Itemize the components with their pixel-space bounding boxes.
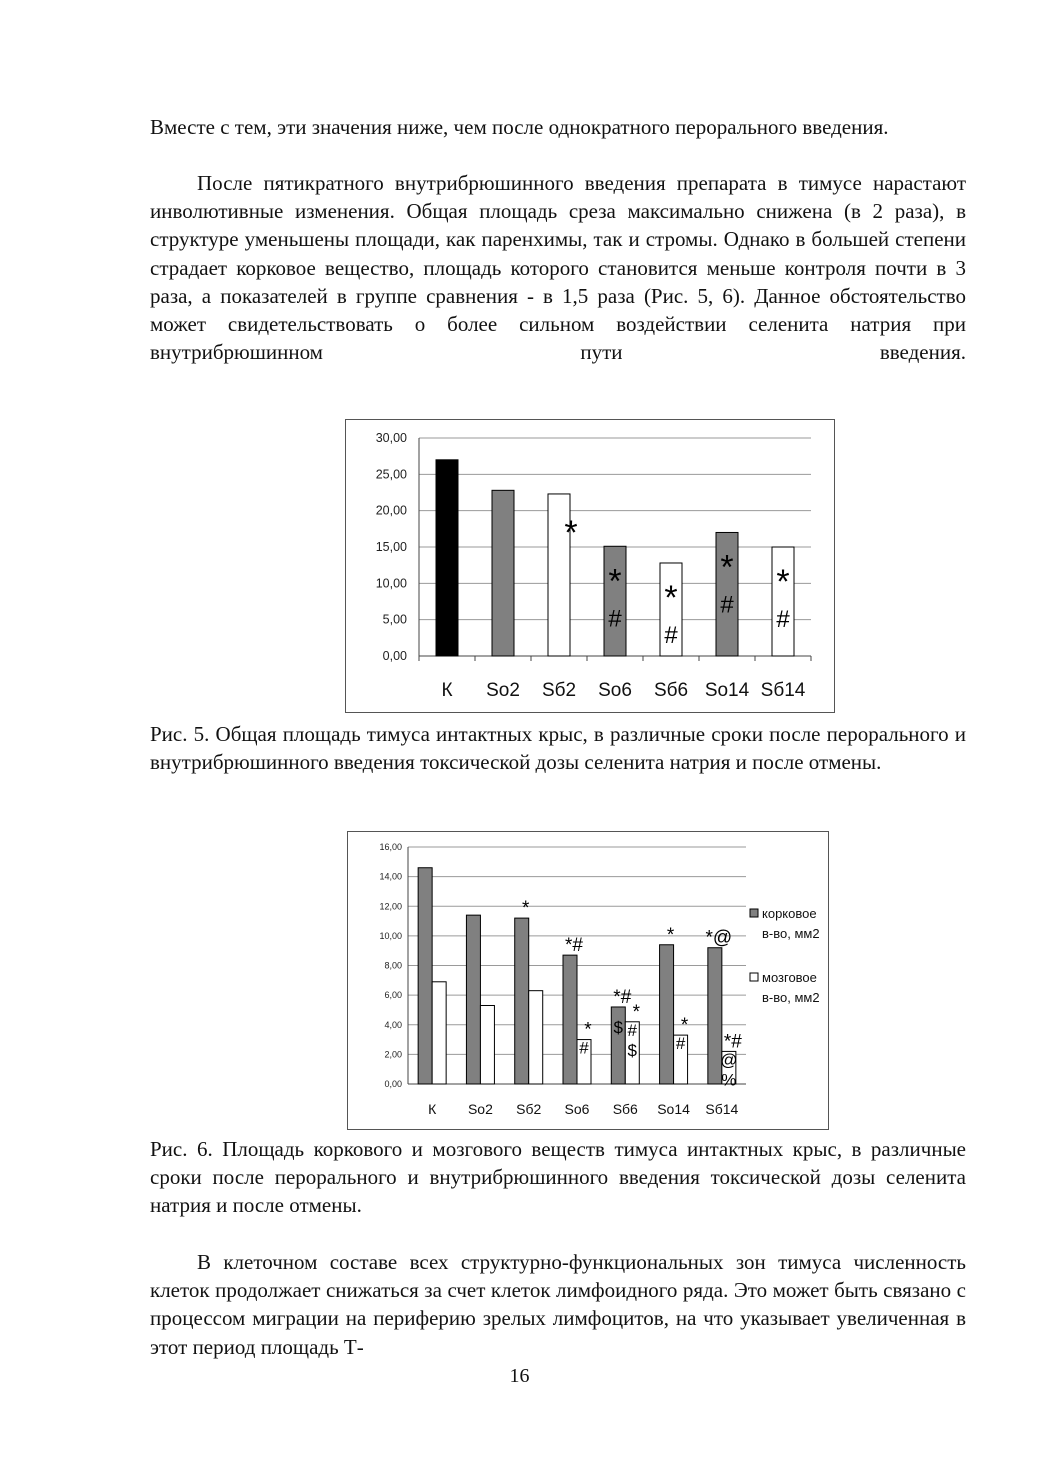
- marker-asterisk: *: [776, 563, 790, 601]
- marker-series-2: *: [584, 1019, 592, 1041]
- y-tick-label: 10,00: [375, 576, 407, 591]
- marker-asterisk: *: [664, 578, 678, 617]
- marker-asterisk: *: [720, 548, 734, 587]
- marker-series-2: @: [720, 1050, 738, 1070]
- marker-series-2: #: [627, 1020, 638, 1040]
- marker-series-2: *#: [723, 1031, 742, 1053]
- y-tick-label: 8,00: [384, 960, 402, 971]
- y-tick-label: 30,00: [375, 431, 407, 445]
- x-tick-label: Sб2: [516, 1101, 542, 1117]
- x-tick-label: So14: [657, 1101, 690, 1117]
- y-tick-label: 6,00: [384, 990, 402, 1001]
- marker-top: *: [666, 924, 675, 946]
- marker-top: *#: [565, 935, 583, 957]
- bar: [480, 1005, 494, 1084]
- legend-label: корковое в-во, мм2: [762, 906, 820, 941]
- legend-swatch: [750, 909, 758, 917]
- bar: [563, 955, 577, 1084]
- marker-hash: #: [608, 605, 622, 633]
- marker-series-2: #: [579, 1038, 589, 1058]
- bar: [436, 460, 458, 656]
- x-tick-label: So6: [598, 680, 632, 701]
- y-tick-label: 0,00: [382, 649, 407, 663]
- y-tick-label: 16,00: [379, 842, 402, 852]
- marker-hash: #: [720, 591, 734, 619]
- x-tick-label: So14: [704, 680, 750, 701]
- marker-series-2: $: [627, 1040, 638, 1060]
- legend-label: мозговое в-во, мм2: [762, 970, 820, 1005]
- legend-swatch: [750, 973, 758, 981]
- chart-1: [346, 420, 834, 712]
- x-tick-label: So2: [467, 1101, 493, 1117]
- marker-series-2: *: [680, 1015, 689, 1037]
- y-tick-label: 12,00: [379, 901, 402, 912]
- x-tick-label: Sб6: [612, 1101, 638, 1117]
- x-tick-label: К: [441, 680, 453, 701]
- marker-top: *#: [613, 986, 632, 1008]
- bar: [529, 991, 543, 1084]
- marker-asterisk: *: [564, 513, 578, 552]
- caption-2: Рис. 6. Площадь коркового и мозгового веществ тимуса интактных крыс, в различные сроки после перорального и внутрибрюшинного введения токсической дозы селенита натрия и после отмены.: [150, 1137, 966, 1218]
- y-tick-label: 15,00: [375, 540, 407, 554]
- bar: [466, 915, 480, 1084]
- marker-series-2: %: [721, 1070, 737, 1090]
- x-tick-label: So6: [564, 1101, 590, 1117]
- caption-1: Рис. 5. Общая площадь тимуса интактных крыс, в различные сроки после перорального и внутрибрюшинного введения токсической дозы селенита натрия и после отмены.: [150, 722, 966, 775]
- bar: [432, 982, 446, 1084]
- marker-asterisk: *: [608, 562, 622, 601]
- y-tick-label: 4,00: [384, 1019, 402, 1030]
- bar: [418, 868, 432, 1084]
- marker-inside: $: [613, 1017, 624, 1037]
- x-tick-label: Sб14: [705, 1101, 739, 1117]
- x-tick-label: К: [428, 1101, 437, 1117]
- x-tick-label: Sб14: [760, 680, 806, 701]
- marker-series-2: *: [632, 1001, 640, 1023]
- y-tick-label: 10,00: [379, 930, 402, 941]
- y-tick-label: 14,00: [379, 871, 402, 882]
- x-tick-label: Sб6: [653, 680, 689, 701]
- y-tick-label: 25,00: [375, 467, 407, 482]
- chart-1-frame: [345, 419, 835, 713]
- y-tick-label: 0,00: [384, 1079, 402, 1089]
- x-tick-label: Sб2: [541, 680, 577, 701]
- marker-hash: #: [776, 606, 790, 633]
- x-tick-label: So2: [486, 680, 520, 701]
- marker-top: *@: [705, 927, 733, 949]
- chart-2: [348, 832, 828, 1129]
- marker-hash: #: [664, 621, 678, 649]
- bar: [515, 918, 529, 1084]
- y-tick-label: 20,00: [375, 503, 407, 518]
- bar: [660, 945, 674, 1084]
- page-number: 16: [509, 1365, 530, 1387]
- y-tick-label: 5,00: [382, 612, 407, 627]
- paragraph-2: После пятикратного внутрибрюшинного введения препарата в тимусе нарастают инволютивные изменения. Общая площадь среза максимально снижена (в 2 раза), в структуре уменьшены площади, как паренхимы, так и стромы. Однако в большей степени страдает корковое вещество, площадь которого становится меньше контроля почти в 3 раза, а показателей в группе сравнения - в 1,5 раза (Рис. 5, 6). Данное обстоятельство может свидетельствовать о более сильном воздействии селенита натрия при внутрибрюшинном пути введения.: [150, 171, 966, 365]
- paragraph-1: Вместе с тем, эти значения ниже, чем после однократного перорального введения.: [150, 115, 889, 139]
- marker-series-2: #: [675, 1034, 686, 1054]
- chart-2-frame: [347, 831, 829, 1130]
- paragraph-3: В клеточном составе всех структурно-функциональных зон тимуса численность клеток продолжает снижаться за счет клеток лимфоидного ряда. Это может быть связано с процессом миграции на периферию зрелых лимфоцитов, на что указывает увеличенная в этот период площадь Т-: [150, 1250, 966, 1359]
- marker-top: *: [522, 898, 530, 920]
- y-tick-label: 2,00: [384, 1049, 402, 1060]
- bar: [492, 490, 514, 656]
